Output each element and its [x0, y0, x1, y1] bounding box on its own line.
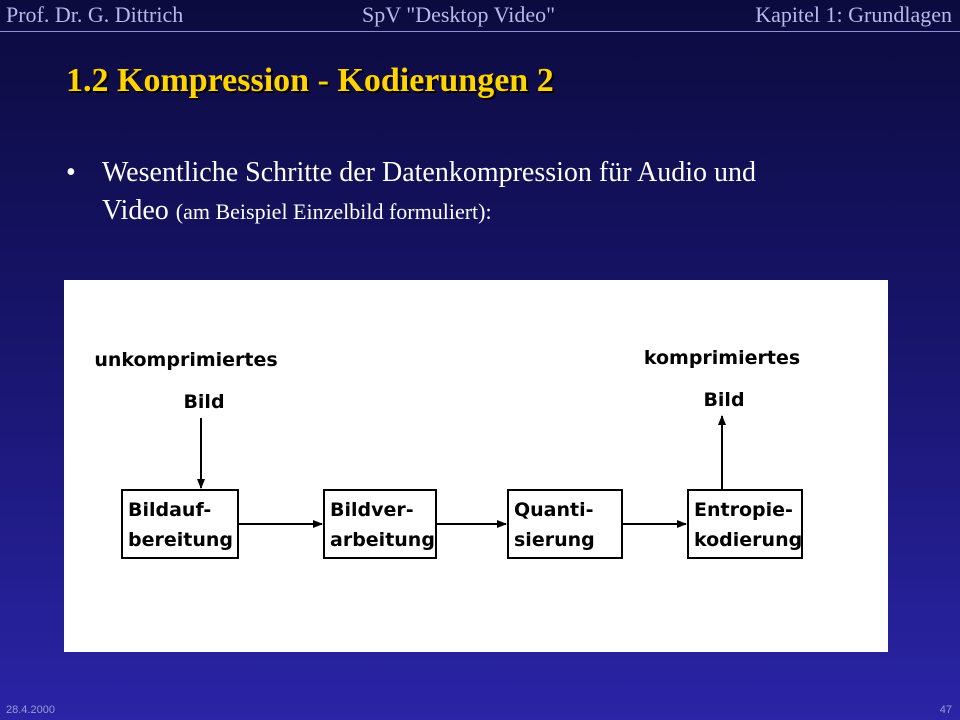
slide-header — [0, 0, 960, 32]
footer-page-number: 47 — [939, 704, 952, 716]
step-3-line1: Quanti- — [514, 499, 594, 521]
bullet-note-text: (am Beispiel Einzelbild formuliert): — [175, 199, 492, 224]
footer-date: 28.4.2000 — [6, 704, 55, 716]
bullet-main-text: Wesentliche Schritte der Datenkompression für Audio und Video — [102, 157, 757, 226]
input-label-line2: Bild — [183, 391, 225, 413]
step-box-entropiekodierung — [688, 490, 802, 558]
slide-title: 1.2 Kompression - Kodierungen 2 — [66, 62, 554, 99]
header-course: SpV "Desktop Video" — [362, 2, 556, 27]
step-1-line2: bereitung — [128, 529, 233, 551]
header-chapter: Kapitel 1: Grundlagen — [755, 2, 952, 27]
step-box-quantisierung — [508, 490, 622, 558]
step-box-bildverarbeitung — [324, 490, 436, 558]
bullet-text — [102, 154, 822, 231]
step-3-line2: sierung — [514, 529, 595, 551]
output-label-line1: komprimiertes — [643, 347, 801, 369]
step-1-line1: Bildauf- — [128, 499, 212, 521]
bullet-dot-icon: • — [66, 157, 76, 188]
diagram-svg — [64, 280, 888, 652]
step-2-line1: Bildver- — [330, 499, 414, 521]
output-label-line2: Bild — [703, 389, 745, 411]
step-box-bildaufbereitung — [122, 490, 238, 558]
compression-diagram — [64, 280, 888, 652]
step-4-line1: Entropie- — [694, 499, 793, 521]
header-author: Prof. Dr. G. Dittrich — [6, 2, 184, 27]
input-label-line1: unkomprimiertes — [94, 349, 278, 371]
step-4-line2: kodierung — [694, 529, 803, 551]
step-2-line2: arbeitung — [330, 529, 435, 551]
